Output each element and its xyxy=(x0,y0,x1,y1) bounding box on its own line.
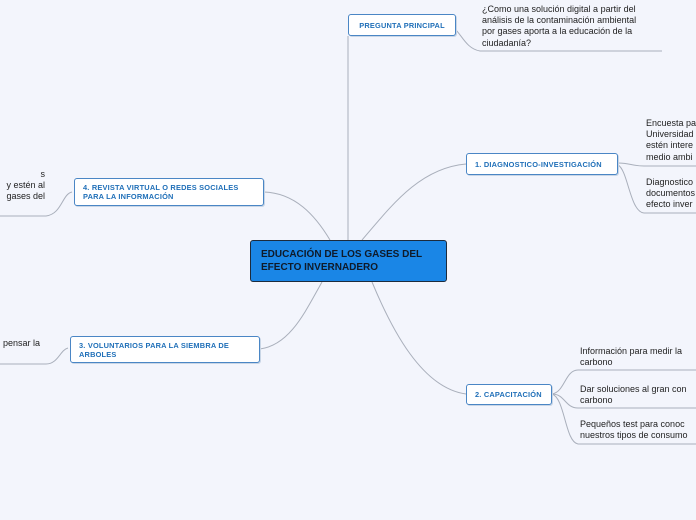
note-diagnostico-encuesta: Encuesta pa Universidad estén intere medio ambi xyxy=(646,118,696,162)
note-pregunta: ¿Como una solución digital a partir del análisis de la contaminación ambiental por gases aporta a la educación de la ciudadanía? xyxy=(482,4,637,48)
link-center-revista xyxy=(264,192,330,240)
branch-capacitacion[interactable] xyxy=(466,384,552,405)
note-diagnostico-documentos: Diagnostico documentos efecto inver xyxy=(646,177,696,210)
branch-diagnostico[interactable] xyxy=(466,153,618,175)
branch-pregunta-principal[interactable] xyxy=(348,14,456,36)
branch-label: 2. CAPACITACIÓN xyxy=(475,390,542,399)
branch-voluntarios[interactable] xyxy=(70,336,260,363)
link-center-diagnostico xyxy=(362,164,466,240)
note-revista: s y estén al gases del xyxy=(6,169,45,202)
branch-label: 4. REVISTA VIRTUAL O REDES SOCIALES PARA LA INFORMACIÓN xyxy=(83,183,239,201)
link-diagnostico-note-1 xyxy=(618,163,696,166)
central-topic[interactable] xyxy=(250,240,447,282)
branch-label: PREGUNTA PRINCIPAL xyxy=(359,20,445,30)
note-capacitacion-soluciones: Dar soluciones al gran con carbono xyxy=(580,384,687,406)
note-capacitacion-test: Pequeños test para conoc nuestros tipos de consumo xyxy=(580,419,688,441)
link-voluntarios-note xyxy=(0,348,68,364)
branch-revista[interactable] xyxy=(74,178,264,206)
note-capacitacion-informacion: Información para medir la carbono xyxy=(580,346,683,368)
branch-label: 3. VOLUNTARIOS PARA LA SIEMBRA DE ARBOLES xyxy=(79,340,230,359)
link-center-capacitacion xyxy=(372,282,466,394)
link-center-voluntarios xyxy=(260,282,322,349)
branch-label: 1. DIAGNOSTICO-INVESTIGACIÓN xyxy=(475,159,602,169)
note-voluntarios: pensar la xyxy=(2,338,40,348)
central-topic-label: EDUCACIÓN DE LOS GASES DEL EFECTO INVERNADERO xyxy=(261,249,422,273)
